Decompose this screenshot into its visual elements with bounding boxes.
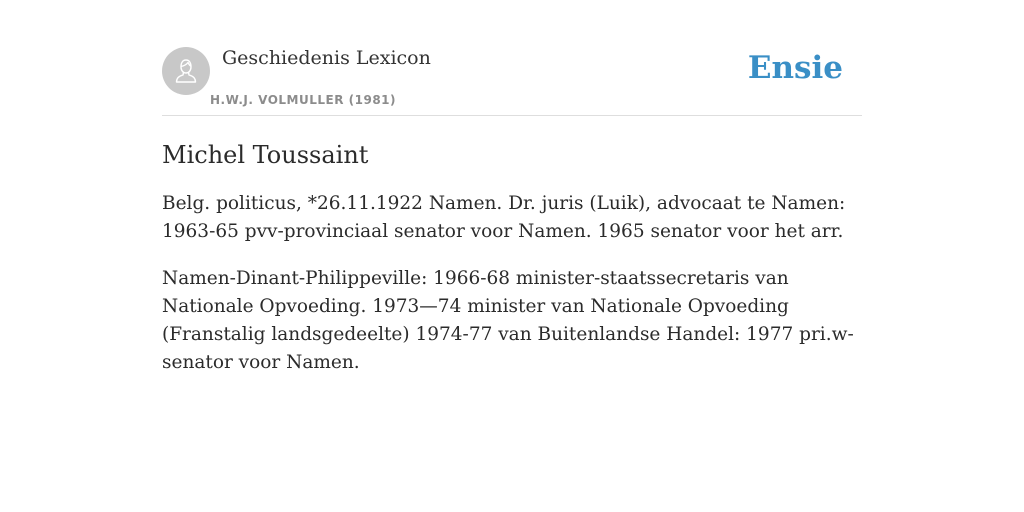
source-title[interactable]: Geschiedenis Lexicon [222, 47, 431, 69]
entry-header [162, 46, 862, 116]
author-name[interactable]: H.W.J. VOLMULLER (1981) [210, 93, 397, 107]
entry-card [162, 46, 862, 377]
entry-title: Michel Toussaint [162, 141, 369, 169]
entry-paragraph: Belg. politicus, *26.11.1922 Namen. Dr. juris (Luik), advocaat te Namen: 1963-65 pvv-provinciaal senator voor Namen. 1965 senator voor het arr. [162, 193, 846, 242]
ensie-logo[interactable]: Ensie [747, 50, 843, 86]
avatar[interactable] [162, 47, 210, 95]
entry-paragraph: Namen-Dinant-Philippeville: 1966-68 minister-staatssecretaris van Nationale Opvoeding. 1973—74 minister van Nationale Opvoeding (Franstalig landsgedeelte) 1974-77 van Buitenlandse Handel: 1977 pri.w-senator voor Namen. [162, 268, 854, 373]
user-icon [171, 56, 201, 86]
